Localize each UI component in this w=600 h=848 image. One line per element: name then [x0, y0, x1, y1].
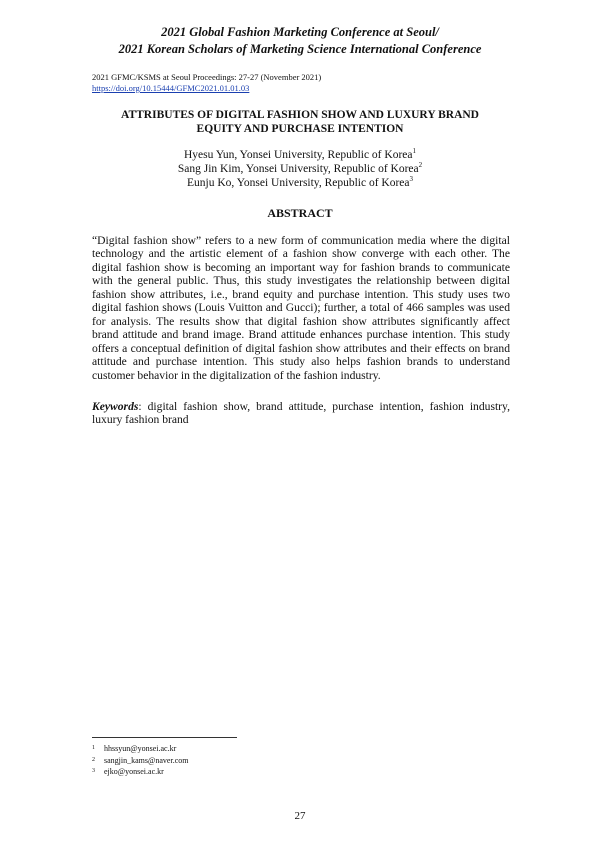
footnote-email: hhssyun@yonsei.ac.kr	[104, 744, 177, 753]
author-line	[60, 162, 540, 176]
title-line-1: ATTRIBUTES OF DIGITAL FASHION SHOW AND LUXURY BRAND	[121, 109, 479, 121]
title-line-2: EQUITY AND PURCHASE INTENTION	[196, 123, 404, 135]
keywords-paragraph	[92, 400, 510, 427]
footnote-item	[92, 743, 188, 755]
author-affiliation: Sang Jin Kim, Yonsei University, Republic of Korea	[177, 163, 419, 175]
doi-link[interactable]: https://doi.org/10.15444/GFMC2021.01.01.03	[92, 83, 250, 93]
author-affiliation: Eunju Ko, Yonsei University, Republic of Korea	[186, 177, 410, 189]
page-number: 27	[294, 810, 306, 822]
footnote-divider	[92, 737, 237, 738]
keywords-label: Keywords	[92, 400, 139, 413]
conference-line-1: 2021 Global Fashion Marketing Conference at Seoul/	[161, 25, 439, 39]
footnote-number: 1	[92, 745, 95, 751]
author-line	[60, 148, 540, 162]
footnote-email: ejko@yonsei.ac.kr	[104, 767, 164, 776]
footnote-item	[92, 755, 188, 767]
footnotes	[92, 743, 188, 778]
abstract-body: “Digital fashion show” refers to a new form of communication media where the digital technology and the artistic element of a fashion show converge with each other. The digital fashion show is becoming an important way for fashion brands to communicate with the general public. Thus, this study investigates the relationship between digital fashion show attributes, i.e., brand equity and purchase intention. This study uses two digital fashion shows (Louis Vuitton and Gucci); further, a total of 466 samples was used for analysis. The results show that digital fashion show attributes significantly affect brand attitude and brand image. Brand attitude enhances purchase intention. This study offers a conceptual definition of digital fashion show attributes and their effects on brand attitude and purchase intention. This study also helps fashion brands to understand customer behavior in the digitalization of the fashion industry.	[92, 234, 510, 382]
footnote-email: sangjin_kams@naver.com	[104, 755, 189, 765]
footnote-number: 3	[92, 768, 95, 774]
footnote-mark: 1	[412, 147, 416, 155]
paper-title	[60, 108, 540, 136]
conference-line-2: 2021 Korean Scholars of Marketing Science International Conference	[118, 42, 482, 56]
author-affiliation: Hyesu Yun, Yonsei University, Republic of Korea	[184, 149, 413, 161]
footnote-item	[92, 766, 188, 778]
footnote-mark: 2	[418, 161, 423, 169]
footnote-number: 2	[92, 756, 95, 763]
footnote-mark: 3	[409, 175, 414, 183]
conference-header	[0, 24, 600, 58]
keywords-text: : digital fashion show, brand attitude, purchase intention, fashion industry, luxury fashion brand	[92, 400, 510, 427]
author-line	[60, 176, 540, 190]
citation-line: 2021 GFMC/KSMS at Seoul Proceedings: 27-27 (November 2021)	[92, 72, 322, 82]
proceedings-meta	[92, 72, 321, 94]
abstract-heading: ABSTRACT	[267, 206, 333, 220]
author-list	[60, 148, 540, 190]
